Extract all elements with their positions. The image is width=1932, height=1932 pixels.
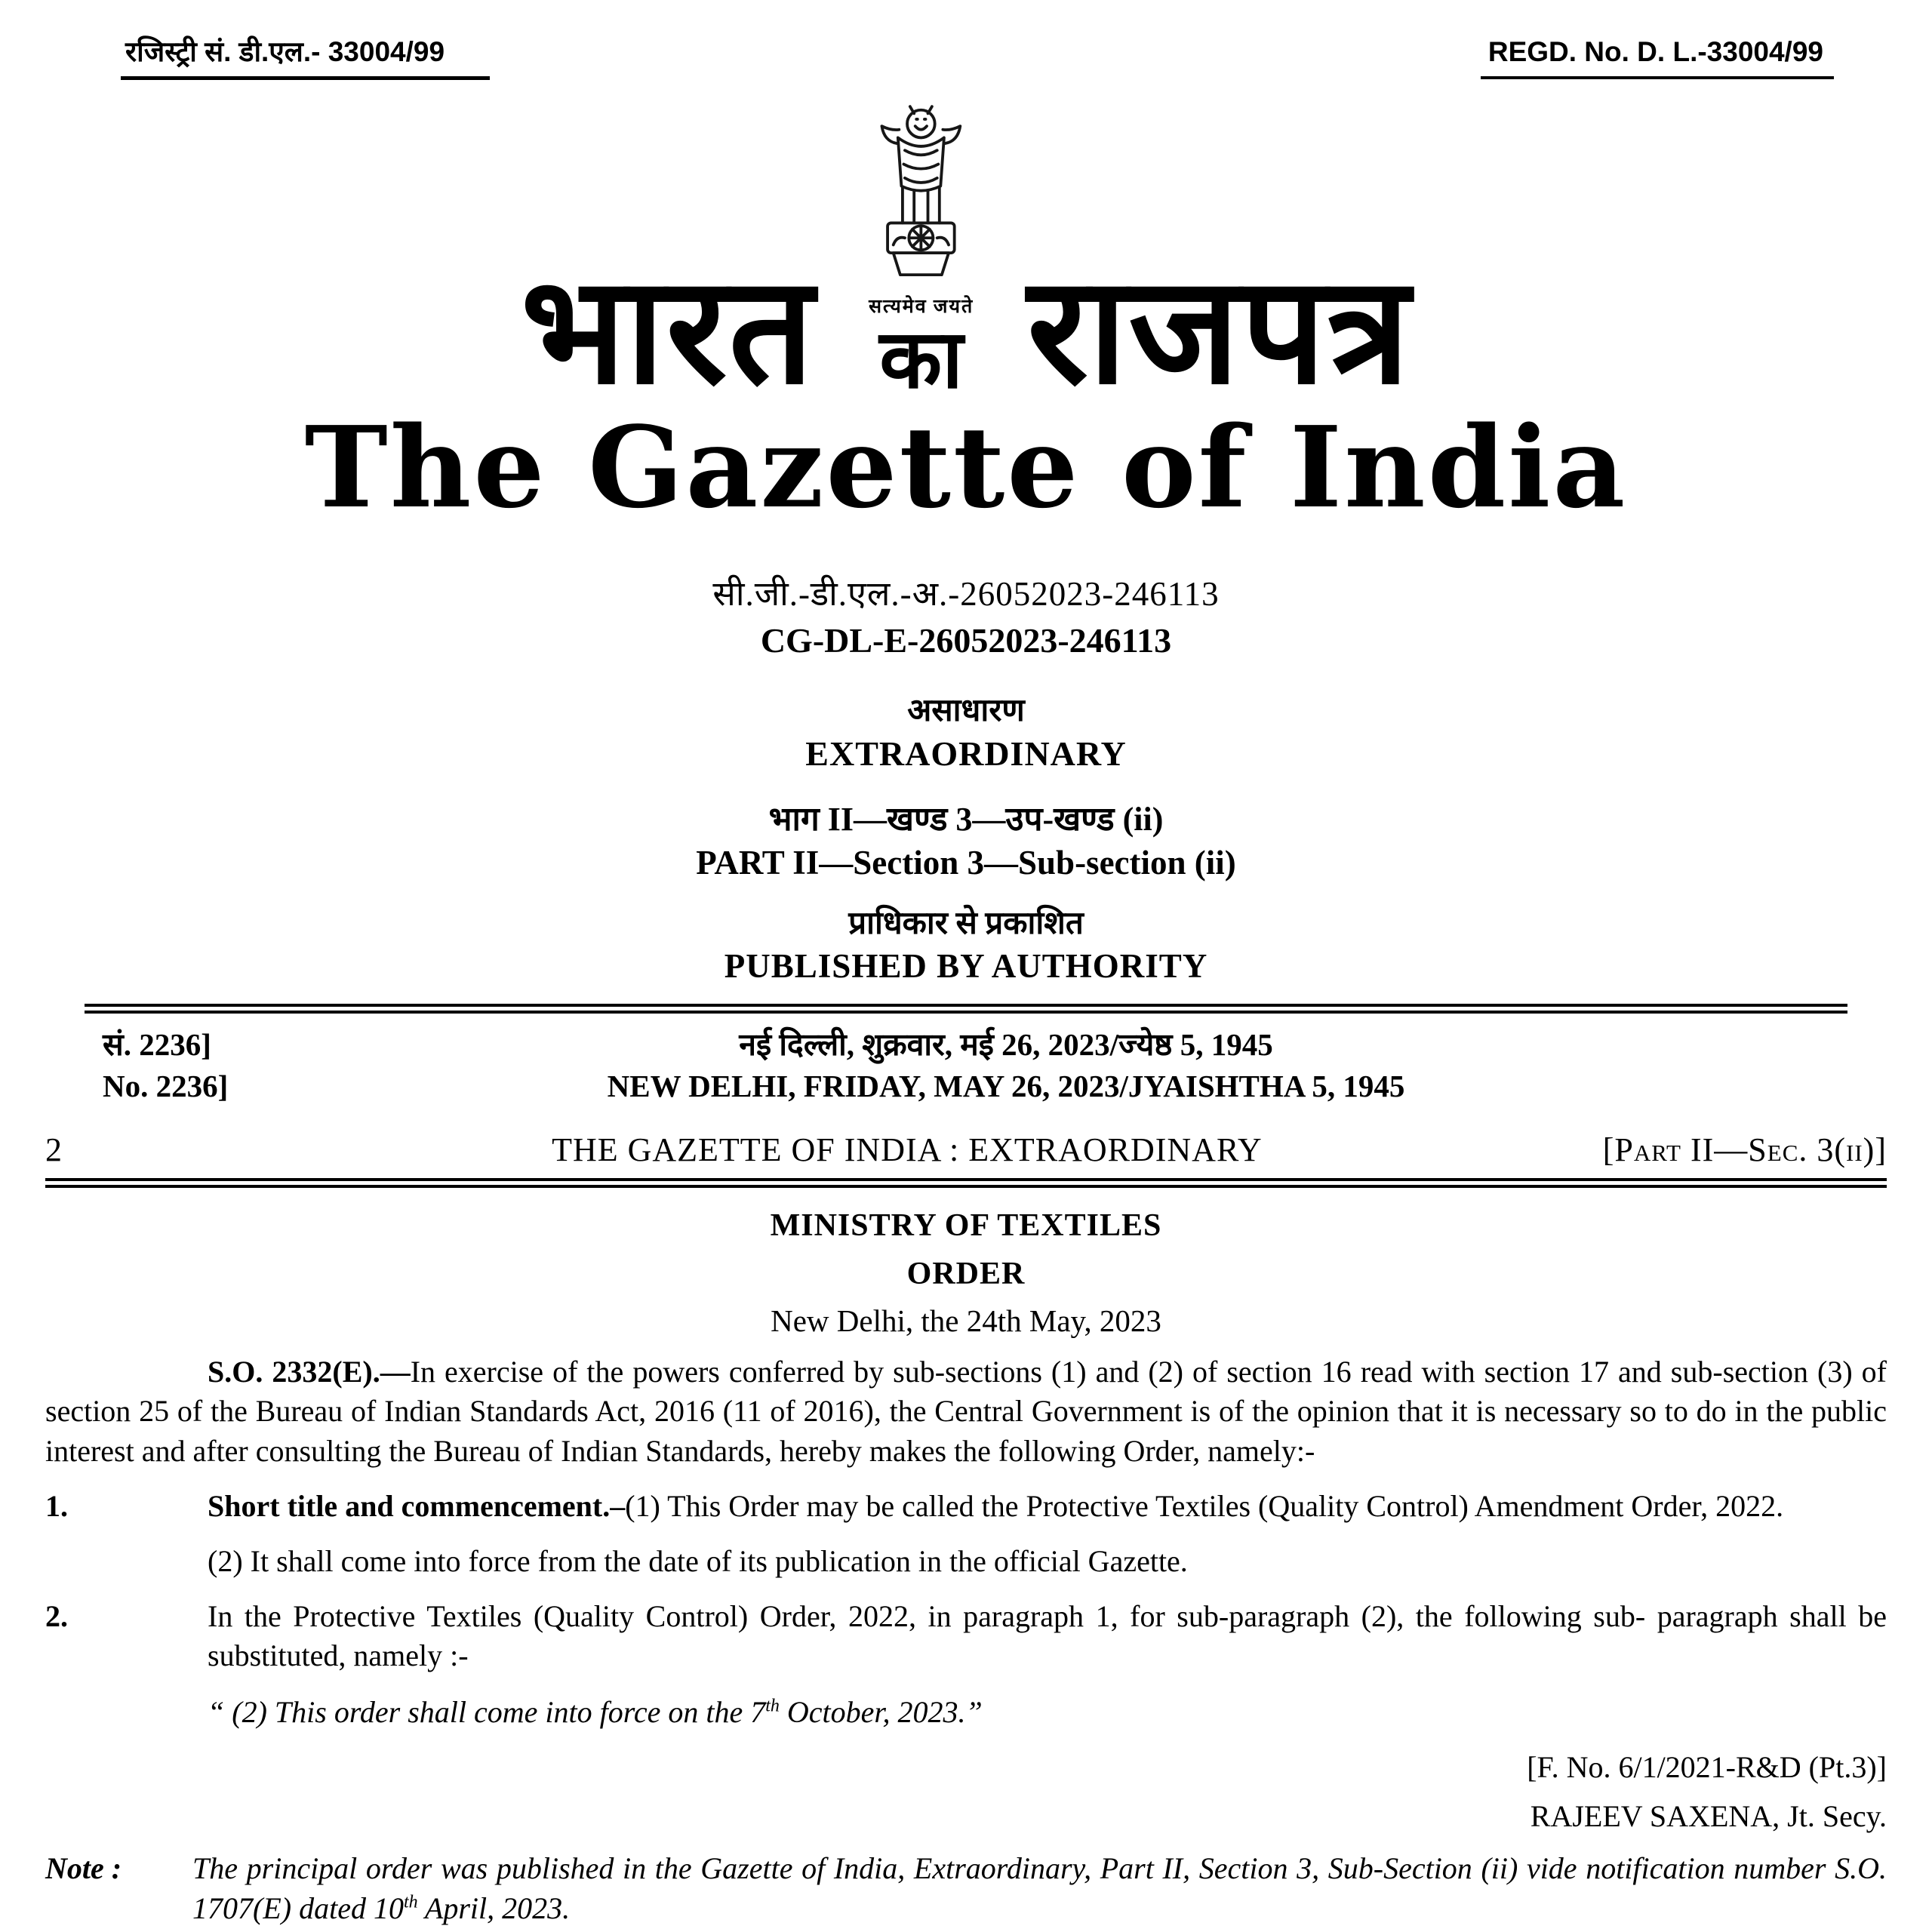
running-page-header (45, 1131, 1887, 1169)
file-number: [F. No. 6/1/2021-R&D (Pt.3)] (1527, 1750, 1887, 1784)
page-number: 2 (45, 1131, 62, 1168)
authority-hindi: प्राधिकार से प्रकाशित (848, 906, 1084, 941)
masthead-title-hindi-connector: का (879, 315, 964, 405)
issue-spacer (1660, 1024, 1841, 1108)
issue-number-english: No. 2236] (103, 1069, 229, 1104)
issue-date-english: NEW DELHI, FRIDAY, MAY 26, 2023/JYAISHTHA 5, 1945 (607, 1069, 1405, 1104)
registration-row (0, 0, 1932, 80)
running-title: THE GAZETTE OF INDIA : EXTRAORDINARY (552, 1131, 1263, 1168)
part-section-english: PART II—Section 3—Sub-section (ii) (696, 843, 1236, 881)
footnote-text (192, 1849, 1887, 1929)
registration-number-hindi: रजिस्ट्री सं. डी.एल.- 33004/99 (121, 36, 490, 80)
running-part-ref: [Part II—Sec. 3(ii)] (1602, 1131, 1887, 1168)
issue-dates (352, 1024, 1660, 1108)
part-section-block (0, 795, 1932, 882)
double-rule-header (45, 1178, 1887, 1188)
item-1-subparagraph: (2) It shall come into force from the date of its publication in the official Gazette. (208, 1543, 1188, 1578)
part-section-hindi: भाग II—खण्ड 3—उप-खण्ड (ii) (768, 800, 1164, 838)
national-emblem-icon (863, 100, 979, 290)
masthead (0, 100, 1932, 533)
item-1-title: Short title and commencement.– (208, 1489, 626, 1524)
order-item-2 (45, 1597, 1887, 1677)
emblem-column (863, 100, 979, 405)
quote-ordinal-suffix: th (765, 1696, 780, 1716)
gazette-id-code-hindi: सी.जी.-डी.एल.-अ.-26052023-246113 (712, 574, 1220, 613)
item-1-text (208, 1487, 1887, 1527)
substituted-subparagraph-quote (208, 1693, 1887, 1733)
masthead-title-hindi-left: भारत (521, 249, 816, 415)
masthead-title-row (0, 100, 1932, 415)
order-heading: ORDER (906, 1256, 1026, 1291)
double-rule-top (85, 1004, 1847, 1014)
edition-english: EXTRAORDINARY (805, 734, 1127, 773)
so-text: In exercise of the powers conferred by sub-sections (1) and (2) of section 16 read with section 17 and sub-section (3) of section 25 of the Bureau of Indian Standards Act, 2016 (11 of 2016), the Central Government is of the opinion that it is necessary so to do in the public interest and after consulting the Bureau of Indian Standards, hereby makes the following Order, namely:- (45, 1354, 1887, 1469)
masthead-title-hindi-right: राजपत्र (1027, 249, 1411, 415)
quote-post: October, 2023.” (779, 1695, 983, 1730)
order-item-1 (45, 1487, 1887, 1527)
motto-satyameva-jayate: सत्यमेव जयते (869, 296, 974, 317)
masthead-title-english: The Gazette of India (304, 401, 1628, 533)
note-post: April, 2023. (417, 1890, 571, 1925)
edition-hindi: असाधारण (907, 693, 1025, 728)
authority-block (0, 900, 1932, 986)
gazette-id-codes (0, 570, 1932, 660)
footnote (45, 1849, 1887, 1929)
so-number: S.O. 2332(E).— (208, 1354, 411, 1389)
registration-number-english: REGD. No. D. L.-33004/99 (1481, 36, 1834, 79)
item-2-number: 2. (45, 1598, 68, 1633)
issue-row (103, 1024, 1841, 1108)
dateline: New Delhi, the 24th May, 2023 (771, 1303, 1161, 1338)
ministry-heading: MINISTRY OF TEXTILES (770, 1208, 1162, 1243)
note-pre: The principal order was published in the Gazette of India, Extraordinary, Part II, Section 3, Sub-Section (ii) vide notification number S.O. 1707(E) dated 10 (192, 1851, 1887, 1925)
note-ordinal-suffix: th (403, 1892, 418, 1912)
edition-block (0, 688, 1932, 774)
item-2-text: In the Protective Textiles (Quality Control) Order, 2022, in paragraph 1, for sub-paragraph (2), the following sub- paragraph shall be substituted, namely :- (208, 1598, 1887, 1673)
item-1-body: (1) This Order may be called the Protective Textiles (Quality Control) Amendment Order, 2022. (625, 1489, 1784, 1524)
signatory: RAJEEV SAXENA, Jt. Secy. (1530, 1799, 1887, 1833)
gazette-id-code-english: CG-DL-E-26052023-246113 (760, 620, 1172, 660)
issue-numbers (103, 1024, 352, 1108)
issue-date-hindi: नई दिल्ली, शुक्रवार, मई 26, 2023/ज्येष्ठ 5, 1945 (739, 1026, 1273, 1062)
authority-english: PUBLISHED BY AUTHORITY (724, 946, 1208, 985)
quote-pre: “ (2) This order shall come into force on the 7 (208, 1695, 766, 1730)
order-body (45, 1208, 1887, 1929)
so-paragraph (45, 1352, 1887, 1472)
footnote-label: Note : (45, 1851, 122, 1885)
item-1-number: 1. (45, 1489, 68, 1524)
issue-number-hindi: सं. 2236] (103, 1026, 211, 1062)
